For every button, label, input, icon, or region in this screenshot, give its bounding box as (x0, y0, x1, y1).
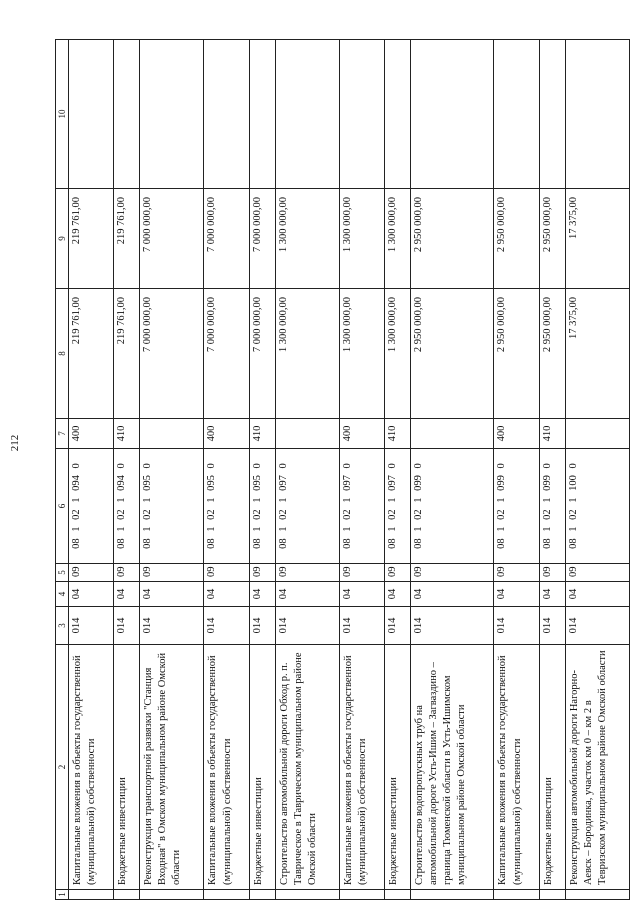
cell-amount-total: 219 761,00 (69, 289, 114, 419)
cell-expense-type: 410 (539, 419, 565, 449)
cell-ministry-code: 014 (410, 607, 494, 645)
cell-amount-col9: 219 761,00 (69, 189, 114, 289)
cell-col1 (410, 890, 494, 900)
cell-amount-total: 2 950 000,00 (410, 289, 494, 419)
cell-section: 04 (249, 582, 275, 607)
cell-ministry-code: 014 (204, 607, 249, 645)
cell-amount-total: 2 950 000,00 (494, 289, 539, 419)
cell-target-code: 08 1 02 1 099 0 (494, 449, 539, 564)
cell-expense-type (140, 419, 204, 449)
cell-section: 04 (204, 582, 249, 607)
cell-name: Капитальные вложения в объекты государственной (муниципальной) собственности (204, 645, 249, 890)
table-row (69, 40, 114, 900)
cell-section: 04 (69, 582, 114, 607)
cell-amount-col9: 7 000 000,00 (204, 189, 249, 289)
table-row (249, 40, 275, 900)
cell-target-code: 08 1 02 1 094 0 (69, 449, 114, 564)
cell-expense-type: 410 (249, 419, 275, 449)
cell-subsection: 09 (384, 564, 410, 582)
cell-amount-col9: 1 300 000,00 (275, 189, 339, 289)
cell-amount-col10 (140, 40, 204, 189)
cell-name: Бюджетные инвестиции (114, 645, 140, 890)
cell-col1 (69, 890, 114, 900)
cell-ministry-code: 014 (69, 607, 114, 645)
table-row (275, 40, 339, 900)
cell-col1 (275, 890, 339, 900)
cell-name: Бюджетные инвестиции (539, 645, 565, 890)
cell-amount-col9: 2 950 000,00 (410, 189, 494, 289)
cell-subsection: 09 (69, 564, 114, 582)
table-row (384, 40, 410, 900)
cell-col1 (494, 890, 539, 900)
cell-subsection: 09 (494, 564, 539, 582)
column-header-10: 10 (56, 40, 69, 189)
cell-subsection: 09 (410, 564, 494, 582)
cell-amount-col10 (69, 40, 114, 189)
cell-name: Реконструкция автомобильной дороги Нагорно-Аевск – Бородинка, участок км 0 – км 2 в Тевризском муниципальном районе Омской области (565, 645, 629, 890)
table-row (494, 40, 539, 900)
cell-section: 04 (114, 582, 140, 607)
cell-amount-col9: 1 300 000,00 (384, 189, 410, 289)
cell-ministry-code: 014 (339, 607, 384, 645)
cell-target-code: 08 1 02 1 099 0 (539, 449, 565, 564)
cell-expense-type: 400 (69, 419, 114, 449)
cell-target-code: 08 1 02 1 097 0 (384, 449, 410, 564)
column-header-6: 6 (56, 449, 69, 564)
table-row (565, 40, 629, 900)
column-header-1: 1 (56, 890, 69, 900)
column-header-3: 3 (56, 607, 69, 645)
cell-amount-total: 7 000 000,00 (140, 289, 204, 419)
cell-amount-col10 (204, 40, 249, 189)
cell-section: 04 (539, 582, 565, 607)
cell-amount-col9: 2 950 000,00 (494, 189, 539, 289)
column-header-7: 7 (56, 419, 69, 449)
cell-target-code: 08 1 02 1 095 0 (140, 449, 204, 564)
cell-amount-col9: 2 950 000,00 (539, 189, 565, 289)
cell-section: 04 (494, 582, 539, 607)
cell-expense-type (275, 419, 339, 449)
cell-name: Бюджетные инвестиции (249, 645, 275, 890)
cell-amount-col10 (249, 40, 275, 189)
cell-subsection: 09 (204, 564, 249, 582)
column-header-8: 8 (56, 289, 69, 419)
cell-section: 04 (275, 582, 339, 607)
cell-subsection: 09 (114, 564, 140, 582)
cell-ministry-code: 014 (140, 607, 204, 645)
cell-amount-col10 (539, 40, 565, 189)
budget-table (55, 39, 630, 900)
cell-amount-total: 2 950 000,00 (539, 289, 565, 419)
cell-amount-total: 1 300 000,00 (339, 289, 384, 419)
column-header-4: 4 (56, 582, 69, 607)
cell-expense-type (410, 419, 494, 449)
table-header-row (56, 40, 69, 900)
cell-amount-total: 7 000 000,00 (204, 289, 249, 419)
cell-expense-type: 410 (384, 419, 410, 449)
column-header-9: 9 (56, 189, 69, 289)
cell-amount-col10 (275, 40, 339, 189)
cell-col1 (565, 890, 629, 900)
cell-col1 (539, 890, 565, 900)
cell-section: 04 (339, 582, 384, 607)
cell-target-code: 08 1 02 1 095 0 (204, 449, 249, 564)
cell-amount-col9: 7 000 000,00 (140, 189, 204, 289)
cell-section: 04 (565, 582, 629, 607)
cell-amount-col9: 219 761,00 (114, 189, 140, 289)
cell-amount-col9: 17 375,00 (565, 189, 629, 289)
cell-name: Капитальные вложения в объекты государственной (муниципальной) собственности (69, 645, 114, 890)
cell-section: 04 (410, 582, 494, 607)
cell-target-code: 08 1 02 1 099 0 (410, 449, 494, 564)
table-row (339, 40, 384, 900)
cell-expense-type (565, 419, 629, 449)
cell-col1 (249, 890, 275, 900)
cell-name: Бюджетные инвестиции (384, 645, 410, 890)
cell-name: Капитальные вложения в объекты государственной (муниципальной) собственности (494, 645, 539, 890)
cell-ministry-code: 014 (494, 607, 539, 645)
cell-ministry-code: 014 (275, 607, 339, 645)
cell-amount-total: 7 000 000,00 (249, 289, 275, 419)
cell-amount-total: 17 375,00 (565, 289, 629, 419)
cell-name: Строительство автомобильной дороги Обход р. п. Таврическое в Таврическом муниципальном районе Омской области (275, 645, 339, 890)
cell-amount-col10 (565, 40, 629, 189)
cell-amount-total: 219 761,00 (114, 289, 140, 419)
cell-ministry-code: 014 (249, 607, 275, 645)
cell-expense-type: 410 (114, 419, 140, 449)
cell-col1 (339, 890, 384, 900)
cell-amount-col9: 1 300 000,00 (339, 189, 384, 289)
table-row (410, 40, 494, 900)
cell-amount-col10 (384, 40, 410, 189)
cell-col1 (384, 890, 410, 900)
table-row (204, 40, 249, 900)
cell-expense-type: 400 (339, 419, 384, 449)
cell-amount-col10 (339, 40, 384, 189)
cell-amount-col10 (410, 40, 494, 189)
table-row (539, 40, 565, 900)
cell-ministry-code: 014 (384, 607, 410, 645)
cell-subsection: 09 (539, 564, 565, 582)
cell-expense-type: 400 (494, 419, 539, 449)
rotated-table-wrapper (55, 40, 630, 900)
page-number: 212 (9, 434, 21, 452)
column-header-5: 5 (56, 564, 69, 582)
cell-subsection: 09 (249, 564, 275, 582)
cell-amount-total: 1 300 000,00 (275, 289, 339, 419)
cell-target-code: 08 1 02 1 097 0 (339, 449, 384, 564)
table-body (69, 40, 630, 900)
cell-col1 (204, 890, 249, 900)
cell-section: 04 (140, 582, 204, 607)
table-row (140, 40, 204, 900)
cell-subsection: 09 (140, 564, 204, 582)
cell-amount-col9: 7 000 000,00 (249, 189, 275, 289)
cell-name: Капитальные вложения в объекты государственной (муниципальной) собственности (339, 645, 384, 890)
cell-target-code: 08 1 02 1 097 0 (275, 449, 339, 564)
cell-target-code: 08 1 02 1 100 0 (565, 449, 629, 564)
cell-ministry-code: 014 (565, 607, 629, 645)
column-header-2: 2 (56, 645, 69, 890)
cell-ministry-code: 014 (539, 607, 565, 645)
cell-subsection: 09 (275, 564, 339, 582)
cell-ministry-code: 014 (114, 607, 140, 645)
cell-amount-col10 (494, 40, 539, 189)
cell-subsection: 09 (339, 564, 384, 582)
cell-target-code: 08 1 02 1 095 0 (249, 449, 275, 564)
cell-amount-col10 (114, 40, 140, 189)
cell-amount-total: 1 300 000,00 (384, 289, 410, 419)
cell-target-code: 08 1 02 1 094 0 (114, 449, 140, 564)
cell-expense-type: 400 (204, 419, 249, 449)
cell-section: 04 (384, 582, 410, 607)
cell-subsection: 09 (565, 564, 629, 582)
cell-col1 (114, 890, 140, 900)
cell-name: Строительство водопропускных труб на автомобильной дороге Усть-Ишим – Загваздино – граница Тюменской области в Усть-Ишимском муниципальном районе Омской области (410, 645, 494, 890)
table-row (114, 40, 140, 900)
cell-name: Реконструкция транспортной развязки "Станция Входная" в Омском муниципальном районе Омской области (140, 645, 204, 890)
cell-col1 (140, 890, 204, 900)
